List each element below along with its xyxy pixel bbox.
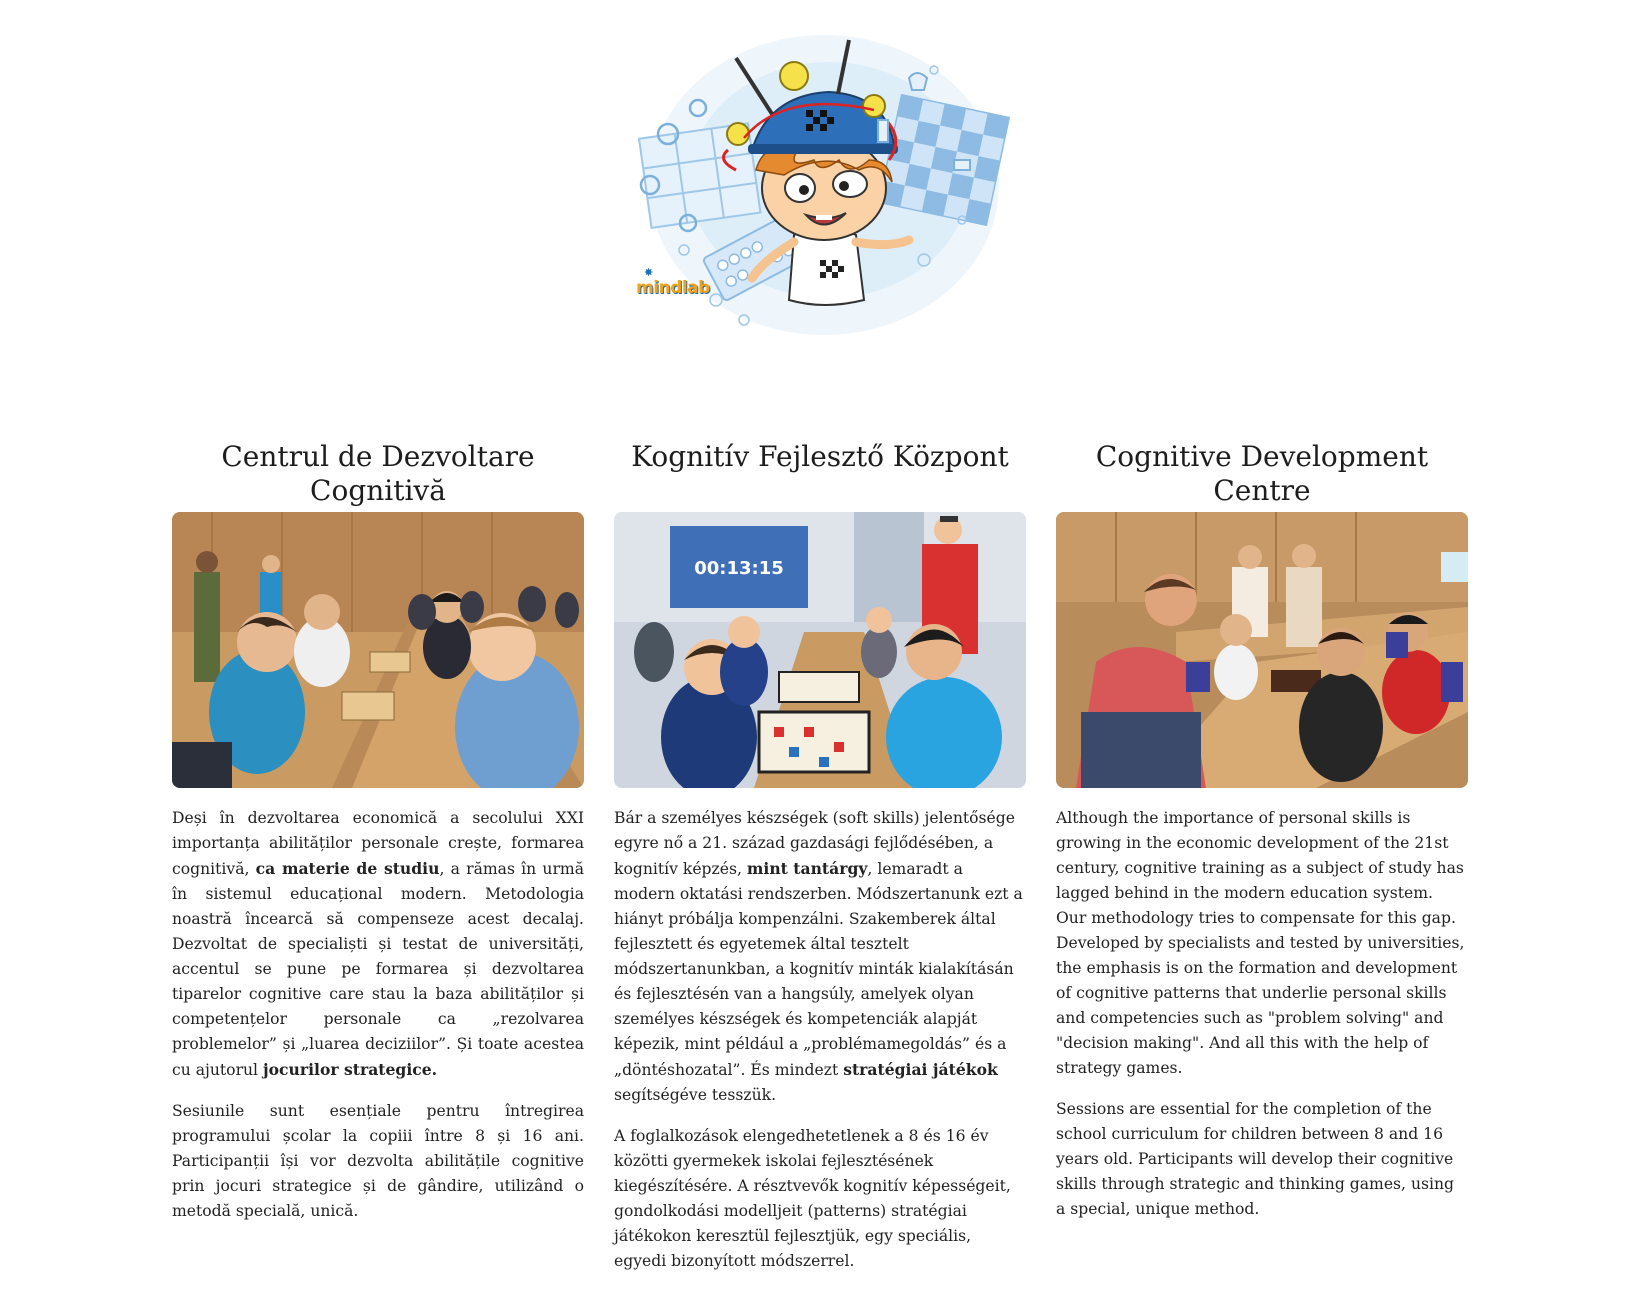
children-playing-strategy-games-photo-icon [172,512,584,788]
paragraph-1: Bár a személyes készségek (soft skills) jelentősége egyre nő a 21. század gazdasági fejlődésében, a kognitív képzés, mint tantárgy, lemaradt a modern oktatási rendszerben. Módszertanunk ezt a hiányt próbálja kompenzálni. Szakemberek által fejlesztett és egyetemek által tesztelt módszertanunkban, a kognitív minták kialakításán és fejlesztésén van a hangsúly, amelyek olyan személyes készségek és kompetenciák alapját képezik, mint például a „problémamegoldás” és a „döntéshozatal”. És mindezt stratégiai játékok segítségéve tesszük. [614,809,1023,1104]
column-text-hungarian [614,806,1026,1274]
mindlab-brand-text: mindlab [636,278,710,298]
paragraph-2: Sessions are essential for the completion of the school curriculum for children between 8 and 16 years old. Participants will develop their cognitive skills through strategic and thinking games, using a special, unique method. [1056,1100,1455,1218]
photo-hungarian [614,512,1026,788]
paragraph-2: A foglalkozások elengedhetetlenek a 8 és 16 év közötti gyermekek iskolai fejlesztésének kiegészítésére. A résztvevők kognitív képességeit, gondolkodási modelljeit (patterns) stratégiai játékokon keresztül fejlesztjük, egy speciális, egyedi bizonyított módszerrel. [614,1127,1011,1270]
photo-romanian [172,512,584,788]
column-title-hungarian: Kognitív Fejlesztő Központ [631,440,1009,473]
mindlab-logo [624,10,1016,342]
paragraph-1: Deși în dezvoltarea economică a secolului XXI importanța abilităților personale crește, formarea cognitivă, ca materie de studiu, a rămas în urmă în sistemul educațional modern. Metodologia noastră încearcă să compenseze acest decalaj. Dezvoltat de specialiști și testat de universități, accentul se pune pe formarea și dezvoltarea tiparelor cognitive care stau la baza abilităților și competențelor personale ca „rezolvarea problemelor” și „luarea deciziilor”. Și toate acestea cu ajutorul jocurilor strategice. [172,809,584,1079]
column-english [1056,440,1468,1238]
column-title-english: Cognitive Development Centre [1095,440,1429,507]
column-title-romanian: Centrul de Dezvoltare Cognitivă [221,440,535,507]
photo-english [1056,512,1468,788]
paragraph-1: Although the importance of personal skills is growing in the economic development of the 21st century, cognitive training as a subject of study has lagged behind in the modern education system. Our methodology tries to compensate for this gap. Developed by specialists and tested by universities, the emphasis is on the formation and development of cognitive patterns that underlie personal skills and competencies such as "problem solving" and "decision making". And all this with the help of strategy games. [1056,809,1465,1077]
column-hungarian [614,440,1026,1290]
column-romanian [172,440,584,1240]
teachers-and-children-at-game-tables-photo-icon [1056,512,1468,788]
paragraph-2: Sesiunile sunt esențiale pentru întregirea programului școlar la copiii între 8 și 16 ani. Participanții își vor dezvolta abilitățile cognitive prin jocuri strategice și de gândire, utilizând o metodă specială, unică. [172,1102,584,1220]
classroom-timer-board-games-photo-icon [614,512,1026,788]
timer-readout: 00:13:15 [694,558,784,579]
column-text-romanian [172,806,584,1224]
column-text-english [1056,806,1468,1222]
mindlab-brand-logo: ✸ mindlab [636,266,710,298]
